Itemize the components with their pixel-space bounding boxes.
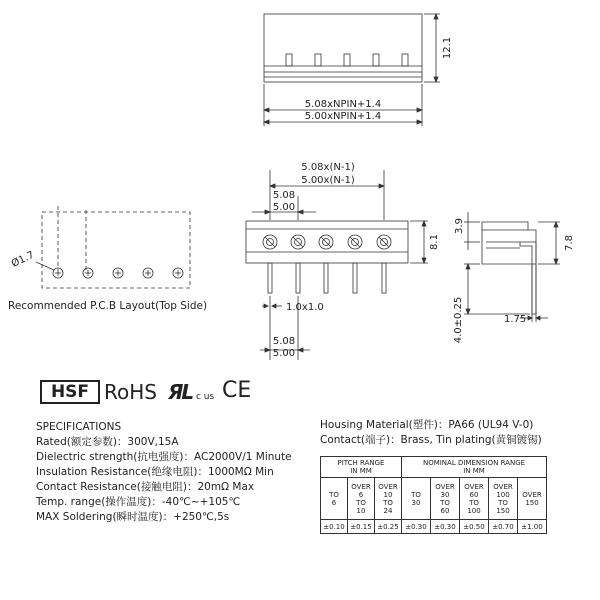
range-cell: TO 30 [402,478,431,520]
materials [320,418,542,448]
side-height-label: 7.8 [564,235,575,251]
pitch-label-a: 5.08 [272,190,296,201]
ce-logo: CE [222,378,252,403]
spec-contact-resistance: Contact Resistance(接触电阻)：20mΩ Max [36,481,255,493]
tolerance-cell: ±0.10 [321,520,348,534]
tolerance-cell: ±0.70 [489,520,518,534]
table-row [321,478,547,520]
nominal-range-header: NOMINAL DIMENSION RANGE IN MM [402,457,547,478]
tolerance-cell: ±0.30 [402,520,431,534]
specifications [36,420,292,525]
ul-logo [168,380,214,409]
spec-soldering: MAX Soldering(瞬时温度)：+250℃,5s [36,511,230,523]
tolerance-cell: ±0.50 [460,520,489,534]
tolerance-table [320,456,547,534]
spec-dielectric: Dielectric strength(抗电强度)：AC2000V/1 Minute [36,451,292,463]
side-width-label: 1.75 [504,314,527,325]
range-cell: OVER 6 TO 10 [348,478,375,520]
side-pin-label: 4.0±0.25 [453,296,464,344]
ul-label: c us [195,392,215,402]
tolerance-cell: ±0.30 [431,520,460,534]
ul-mark-icon: ЯL [168,380,193,404]
side-top-label: 3.9 [454,218,465,234]
table-header-row [321,457,547,478]
pcb-layout [36,206,190,288]
pitch-label-b: 5.00 [272,202,296,213]
contact-material: Contact(端子)：Brass, Tin plating(黄铜镀锡) [320,434,542,446]
front-pins [268,263,386,293]
bottom-pitch-label-a: 5.08 [272,336,296,347]
top-width-label-2: 5.00xNPIN+1.4 [304,111,382,122]
rohs-logo: RoHS [104,380,157,404]
tolerance-cell: ±1.00 [518,520,547,534]
pitch-range-header: PITCH RANGE IN MM [321,457,402,478]
pcb-layout-caption: Recommended P.C.B Layout(Top Side) [8,300,208,312]
tolerance-cell: ±0.25 [375,520,402,534]
hole-dia-label: Ø1.7 [9,249,37,270]
tolerance-cell: ±0.15 [348,520,375,534]
top-pins [286,54,408,66]
range-cell: OVER 10 TO 24 [375,478,402,520]
table-row [321,520,547,534]
range-cell: OVER 100 TO 150 [489,478,518,520]
hsf-logo: HSF [40,380,100,404]
spec-title: SPECIFICATIONS [36,421,122,433]
spec-insulation: Insulation Resistance(绝缘电阻)：1000MΩ Min [36,466,274,478]
side-view [464,212,560,322]
housing-material: Housing Material(塑件)：PA66 (UL94 V-0) [320,419,534,431]
pin-size-label: 1.0x1.0 [286,302,324,313]
spec-rated: Rated(额定参数)：300V,15A [36,436,179,448]
screw-terminals [263,235,391,249]
pitch-n1-label-b: 5.00x(N-1) [301,175,355,186]
bottom-pitch-label-b: 5.00 [272,348,296,359]
range-cell: OVER 150 [518,478,547,520]
top-width-label-1: 5.08xNPIN+1.4 [304,99,382,110]
spec-temp: Temp. range(操作温度)：-40℃~+105℃ [36,496,241,508]
range-cell: OVER 30 TO 60 [431,478,460,520]
body-height-label: 8.1 [429,234,440,250]
top-height-label: 12.1 [442,36,453,60]
pitch-n1-label-a: 5.08x(N-1) [301,162,355,173]
range-cell: OVER 60 TO 100 [460,478,489,520]
range-cell: TO 6 [321,478,348,520]
